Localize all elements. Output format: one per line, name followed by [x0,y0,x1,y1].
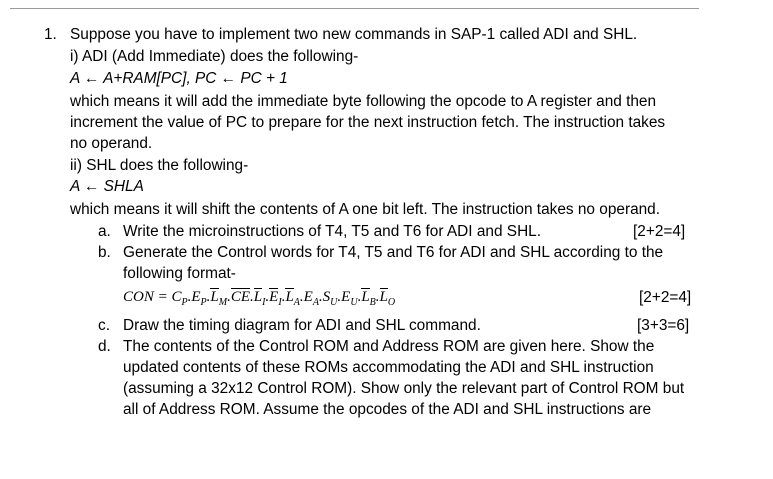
adi-rtl: A ← A+RAM[PC], PC ← PC + 1 [70,70,288,87]
signal-separator: . [187,289,192,305]
signal-separator: . [227,289,231,305]
signal-separator: . [375,289,380,305]
part-d-text-1: The contents of the Control ROM and Address ROM are given here. Show the [123,338,655,355]
adi-desc-3: no operand. [70,135,153,152]
part-c-marks: [3+3=6] [637,317,690,334]
signal-separator: . [337,289,342,305]
control-word-formula [123,286,395,308]
control-word-lhs: CON = [123,289,172,305]
shl-title: ii) SHL does the following- [70,157,249,174]
control-signal: $E_P$ [191,289,207,308]
part-d-text-3: (assuming a 32x12 Control ROM). Show only the relevant part of Control ROM but [123,380,685,397]
control-signal: $C_P$ [171,289,188,308]
adi-desc-1: which means it will add the immediate byte following the opcode to A register and then [70,93,657,110]
signal-separator: . [249,289,254,305]
signal-separator: . [281,289,286,305]
part-a-text: Write the microinstructions of T4, T5 and T6 for ADI and SHL. [123,223,542,240]
signal-separator: . [206,289,211,305]
part-b-text-1: Generate the Control words for T4, T5 and T6 for ADI and SHL according to the [123,244,664,261]
part-d-text-4: all of Address ROM. Assume the opcodes of the ADI and SHL instructions are [123,401,652,418]
control-signal: $L_O$ [379,289,396,308]
part-c-text: Draw the timing diagram for ADI and SHL command. [123,317,481,334]
control-signal: $L_M$ [210,289,228,308]
control-signal: $E_A$ [303,289,319,308]
question-number: 1. [44,26,57,43]
part-c-label: c. [98,317,110,334]
part-d-text-2: updated contents of these ROMs accommodating the ADI and SHL instruction [123,359,654,376]
top-rule [10,8,699,9]
part-b-label: b. [98,244,111,261]
control-signal: $L_A$ [285,289,300,308]
signal-separator: . [318,289,323,305]
control-signal: $L_I$ [253,289,266,308]
control-word-signals [171,289,396,308]
control-signal: $E_U$ [341,289,358,308]
adi-desc-2: increment the value of PC to prepare for the next instruction fetch. The instruction takes [70,114,666,131]
part-b-text-2: following format- [123,265,236,282]
part-a-label: a. [98,223,111,240]
signal-separator: . [357,289,362,305]
signal-separator: . [265,289,270,305]
part-a-marks: [2+2=4] [633,223,686,240]
control-signal: CE [230,289,250,305]
adi-title: i) ADI (Add Immediate) does the following- [70,48,359,65]
shl-desc: which means it will shift the contents of A one bit left. The instruction takes no operand. [70,201,661,218]
control-signal: $E_I$ [269,289,282,308]
part-b-marks: [2+2=4] [639,289,692,306]
signal-separator: . [299,289,304,305]
part-d-label: d. [98,338,111,355]
control-signal: $L_B$ [361,289,376,308]
question-intro: Suppose you have to implement two new commands in SAP-1 called ADI and SHL. [70,26,638,43]
control-signal: $S_U$ [322,289,338,308]
shl-rtl: A ← SHLA [70,178,144,195]
